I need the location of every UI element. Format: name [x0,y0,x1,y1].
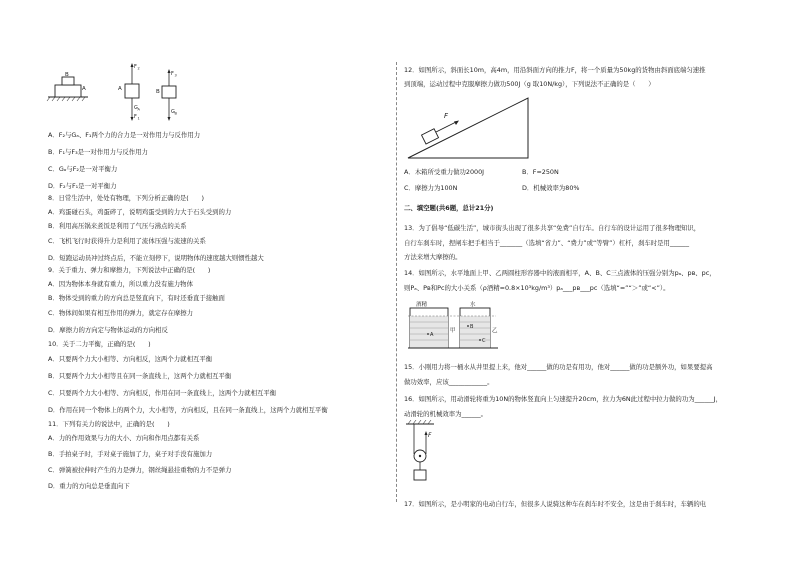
q9-option-d: D．摩擦力的方向定与物体运动的方向相反 [48,326,168,334]
label-pulley-f: F [428,432,432,439]
q10-option-a: A．只要两个力大小相等、方向相反，这两个力就相互平衡 [48,355,213,363]
label-f2-sub: 2 [137,66,140,71]
label-block-a: A [82,86,86,92]
label-point-c: C [482,338,486,344]
q10-stem: 10．关于二力平衡，正确的是( ) [48,340,151,348]
label-alcohol: 酒精 [416,302,428,308]
label-b-diagram: B [156,89,160,95]
pulley-figure [404,420,444,488]
q14-line2: 则Pₐ、Pʙ和Pᴄ的大小关系（ρ酒精=0.8×10³kg/m³）pₐ___pʙ___pᴄ（选填“=”“＞”或“<”）。 [404,284,670,292]
q12-stem-line2: 到顶端，运动过程中克服摩擦力做功500J（g 取10N/kg），下列说法不正确的是（ ） [404,80,655,88]
label-point-a: A [430,332,434,338]
label-ga: G [134,105,138,111]
q8-option-d: D．短跑运动员冲过终点后，不能立刻停下，说明物体的速度越大则惯性越大 [48,254,264,262]
q9-option-c: C．物体间如果有相互作用的弹力，就定存在摩擦力 [48,309,194,317]
label-block-b: B [65,72,69,78]
q14-line1: 14．如图所示，水平地面上甲、乙两圆柱形容器中的液面相平，A、B、C三点液体的压强分别为pₐ、pʙ、pᴄ， [404,269,716,277]
q11-option-c: C．弹簧被拉伸时产生的力是弹力，钢丝绳悬挂重物的力不是弹力 [48,466,232,474]
q12-option-b: B．F=250N [522,168,559,176]
left-column [0,0,395,562]
stacked-blocks-figure [40,60,190,130]
q7-option-b: B．F₁与F₃是一对作用力与反作用力 [48,148,148,156]
label-gb-sub: B [174,111,177,116]
q12-stem-line1: 12．如图所示，斜面长10m，高4m，用沿斜面方向的推力F，将一个质量为50kg的货物由斜面底端匀速推 [404,66,706,74]
label-jia: 甲 [450,328,456,334]
q16-line1: 16．如图所示，用动滑轮将重为10N的物体竖直向上匀速提升20cm，拉力为6N此过程中拉力做的功为______J， [404,395,723,403]
label-f1-sub: 1 [137,116,140,121]
q12-option-d: D．机械效率为80% [522,184,580,192]
q8-option-c: C．飞机飞行时获得升力是利用了流体压强与流速的关系 [48,237,206,245]
label-f3-sub: 3 [174,73,177,78]
label-f2: F [134,64,137,70]
section-fill-blank-title: 二、填空题(共6题，总计21分) [404,204,494,212]
label-ga-sub: A [137,107,140,112]
containers-figure [408,296,498,352]
q9-option-a: A．因为物体本身就有重力，所以重力没有施力物体 [48,280,193,288]
label-f3: F [171,71,174,77]
q15-line2: 做功效率，应该____________。 [404,378,494,386]
q11-option-b: B．手拍桌子时，手对桌子施加了力，桌子对手没有施加力 [48,450,213,458]
q11-option-d: D．重力的方向总是垂直向下 [48,482,130,490]
q8-option-a: A．鸡蛋碰石头，鸡蛋碎了，说明鸡蛋受到的力大于石头受到的力 [48,208,232,216]
q13-line1: 13．为了倡导“低碳生活”，城市街头出现了很多共享“免费”自行车。自行车的设计运用了很多物理知识， [404,224,701,232]
q15-line1: 15．小刚用力将一桶水从井里提上来，他对______做的功是有用功，他对______做的功是额外功，如果要提高 [404,363,713,371]
column-divider [396,62,397,502]
q16-line2: 动滑轮的机械效率为______。 [404,410,488,418]
label-gb: G [171,109,175,115]
q11-stem: 11．下列有关力的说法中，正确的是( ) [48,420,170,428]
q9-option-b: B．物体受到的重力的方向总是竖直向下，有时还垂直于接触面 [48,294,225,302]
q12-option-c: C．摩擦力为100N [404,184,458,192]
label-water: 水 [470,302,476,308]
label-yi: 乙 [492,328,498,334]
incline-figure [404,92,534,164]
label-a-diagram: A [118,86,122,92]
q13-line3: 方法来增大摩擦的。 [404,253,462,261]
q7-option-d: D．F₂与F₁是一对平衡力 [48,182,117,190]
q9-stem: 9．关于重力、弹力和摩擦力，下列说法中正确的是( ) [48,266,211,274]
q8-stem: 8．日常生活中，处处有物理，下列分析正确的是( ) [48,194,205,202]
q13-line2: 自行车刹车时，捏闸车把手相当于_______（选填“省力”、“费力”或“等臂”）杠杆，刹车时是用______ [404,239,690,247]
label-f1: F [134,114,137,120]
q11-option-a: A．力的作用效果与力的大小、方向和作用点都有关系 [48,434,200,442]
q10-option-b: B．只要两个力大小相等且在同一条直线上，这两个力就相互平衡 [48,372,232,380]
label-force-f: F [444,112,449,120]
label-point-b: B [470,324,474,330]
q12-option-a: A．木箱所受重力做功2000J [404,168,485,176]
right-column [398,0,794,562]
q7-option-a: A．F₂与Gₐ、F₁两个力的合力是一对作用力与反作用力 [48,131,201,139]
q7-option-c: C．Gₐ与F₂是一对平衡力 [48,165,118,173]
q17-line1: 17．如图所示，是小明家的电动自行车，但很多人说骑这种车在刹车时不安全，这是由于刹车时，车辆的电 [404,500,707,508]
q8-option-b: B．利用高压锅来煮饭是利用了气压与沸点的关系 [48,222,187,230]
q10-option-d: D．作用在同一个物体上的两个力，大小相等，方向相反，且在同一条直线上，这两个力就相互平衡 [48,406,328,414]
q10-option-c: C．只要两个力大小相等、方向相反，作用在同一条直线上，这两个力就相互平衡 [48,389,277,397]
